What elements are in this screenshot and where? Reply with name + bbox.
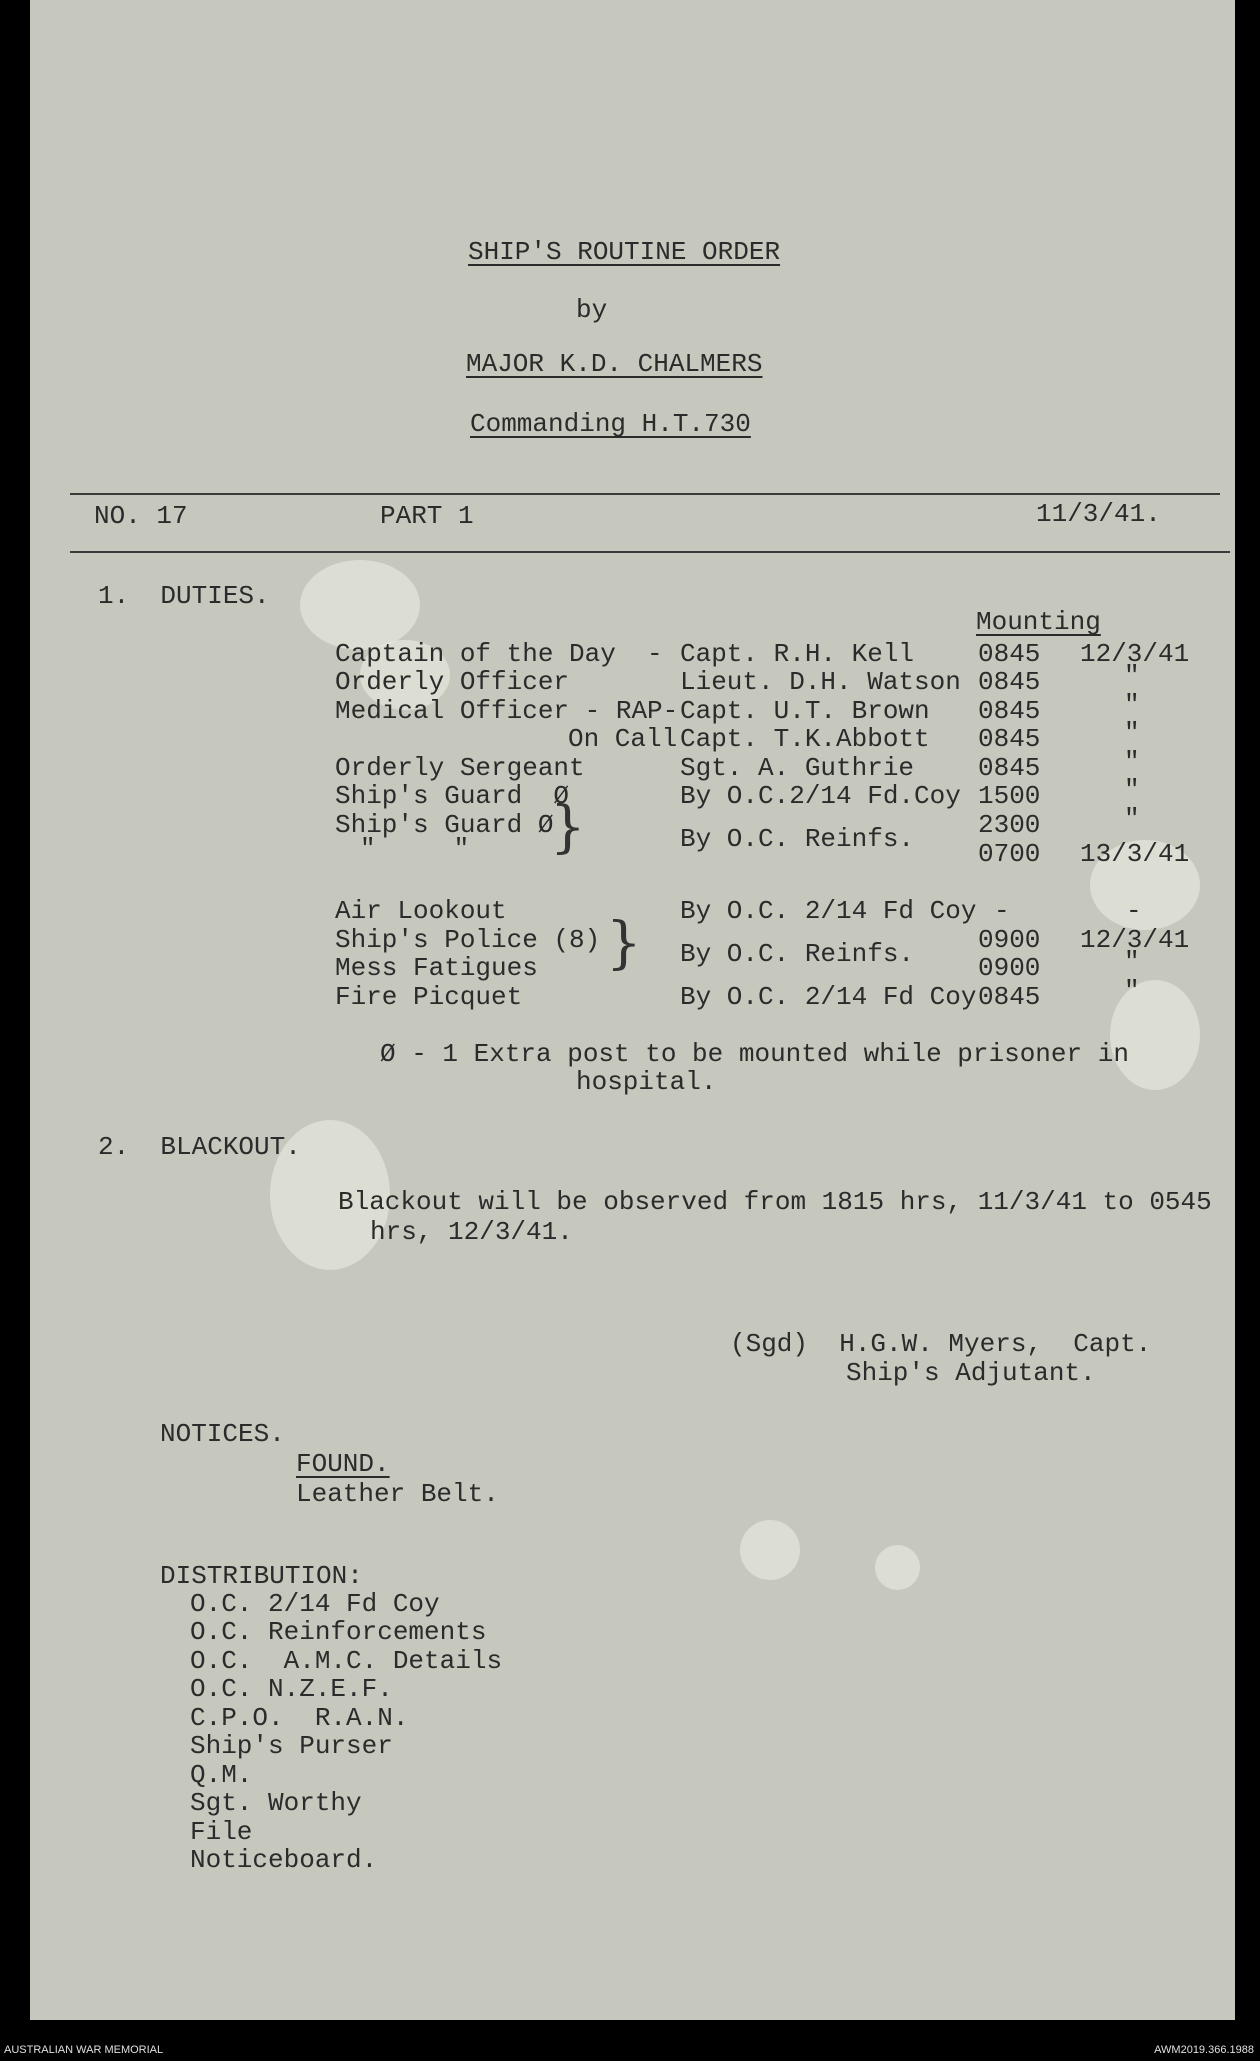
mounting-header: Mounting <box>976 607 1101 637</box>
duty-time: 0845 <box>978 724 1041 754</box>
duty-date: " <box>1124 661 1140 691</box>
stain <box>740 1520 800 1580</box>
distribution-item: C.P.O. R.A.N. <box>190 1703 409 1733</box>
duty-date: " <box>1124 804 1140 834</box>
brace-icon: } <box>550 795 586 860</box>
stain <box>875 1545 920 1590</box>
duty-name: Orderly Officer <box>335 667 570 697</box>
duty-time: 2300 <box>978 810 1041 840</box>
signature-title: Ship's Adjutant. <box>846 1358 1096 1388</box>
distribution-item: O.C. Reinforcements <box>190 1617 487 1647</box>
duty-name: Captain of the Day - <box>335 639 663 669</box>
footer-accession-number: AWM2019.366.1988 <box>1154 2044 1254 2056</box>
duty-by: Lieut. D.H. Watson <box>680 667 961 697</box>
duties-note-continued: hospital. <box>576 1067 717 1097</box>
duty-name: On Call <box>568 724 678 754</box>
duty-date: 13/3/41 <box>1080 839 1190 869</box>
command-line: Commanding H.T.730 <box>470 409 751 439</box>
distribution-item: Sgt. Worthy <box>190 1788 362 1818</box>
duty-name: Medical Officer - RAP- <box>335 696 679 726</box>
duty-by: Capt. T.K.Abbott <box>680 724 930 754</box>
blackout-text-continued: hrs, 12/3/41. <box>370 1217 573 1247</box>
duty-date: 12/3/41 <box>1080 639 1190 669</box>
duty-name: Fire Picquet <box>335 982 523 1012</box>
duty-time: 0845 <box>978 667 1041 697</box>
found-heading: FOUND. <box>296 1449 390 1479</box>
duty-time: 0900 <box>978 925 1041 955</box>
found-item: Leather Belt. <box>296 1479 499 1509</box>
stain <box>300 560 420 650</box>
duty-by: By O.C. 2/14 Fd Coy <box>680 982 977 1012</box>
duty-time: 1500 <box>978 781 1041 811</box>
notices-heading: NOTICES. <box>160 1419 285 1449</box>
duty-name: Ship's Guard Ø <box>335 810 554 840</box>
brace-icon: } <box>606 911 642 976</box>
document-page <box>30 0 1235 2020</box>
distribution-item: File <box>190 1817 253 1847</box>
duty-time: 0845 <box>978 982 1041 1012</box>
duty-date: 12/3/41 <box>1080 925 1190 955</box>
duties-note: Ø - 1 Extra post to be mounted while prisoner in <box>380 1039 1129 1069</box>
bottom-rule <box>70 551 1230 553</box>
duty-date: " <box>1124 690 1140 720</box>
duty-by: By O.C. Reinfs. <box>680 939 915 969</box>
blackout-text: Blackout will be observed from 1815 hrs, 11/3/41 to 0545 <box>338 1187 1212 1217</box>
order-part: PART 1 <box>380 501 474 531</box>
distribution-heading: DISTRIBUTION: <box>160 1561 363 1591</box>
duty-date: " <box>1124 718 1140 748</box>
duty-by: By O.C.2/14 Fd.Coy <box>680 781 961 811</box>
top-rule <box>70 493 1220 495</box>
duty-name: Mess Fatigues <box>335 953 538 983</box>
duty-time: 0845 <box>978 696 1041 726</box>
duty-time: - <box>994 896 1010 926</box>
commanding-officer: MAJOR K.D. CHALMERS <box>466 349 763 379</box>
duty-by: By O.C. Reinfs. <box>680 824 915 854</box>
duty-name: Ship's Guard Ø <box>335 781 570 811</box>
duty-date: " <box>1124 775 1140 805</box>
distribution-item: Noticeboard. <box>190 1845 378 1875</box>
duty-time: 0845 <box>978 639 1041 669</box>
duty-date: - <box>1126 896 1142 926</box>
duty-time: 0900 <box>978 953 1041 983</box>
footer-credit: AUSTRALIAN WAR MEMORIAL <box>4 2044 164 2056</box>
duty-name: Air Lookout <box>335 896 507 926</box>
duty-time: 0700 <box>978 839 1041 869</box>
duty-by: Capt. U.T. Brown <box>680 696 930 726</box>
duty-name: Orderly Sergeant <box>335 753 585 783</box>
distribution-item: Q.M. <box>190 1760 253 1790</box>
by-line: by <box>576 295 608 325</box>
distribution-item: Ship's Purser <box>190 1731 393 1761</box>
duty-date: " <box>1124 747 1140 777</box>
blackout-heading: 2. BLACKOUT. <box>98 1132 301 1162</box>
signature-line: (Sgd) H.G.W. Myers, Capt. <box>730 1329 1152 1359</box>
duty-time: 0845 <box>978 753 1041 783</box>
duty-by: Sgt. A. Guthrie <box>680 753 915 783</box>
order-number: NO. 17 <box>94 501 188 531</box>
duty-name: Ship's Police (8) <box>335 925 601 955</box>
duty-by: By O.C. 2/14 Fd Coy <box>680 896 977 926</box>
duty-date: " <box>1124 976 1140 1006</box>
distribution-item: O.C. A.M.C. Details <box>190 1646 503 1676</box>
distribution-item: O.C. 2/14 Fd Coy <box>190 1589 440 1619</box>
duty-by: Capt. R.H. Kell <box>680 639 915 669</box>
duties-heading: 1. DUTIES. <box>98 581 270 611</box>
duty-date: " <box>1124 947 1140 977</box>
duty-name: " " <box>360 834 470 864</box>
order-title: SHIP'S ROUTINE ORDER <box>468 237 781 267</box>
order-date: 11/3/41. <box>1036 499 1161 529</box>
distribution-item: O.C. N.Z.E.F. <box>190 1674 393 1704</box>
